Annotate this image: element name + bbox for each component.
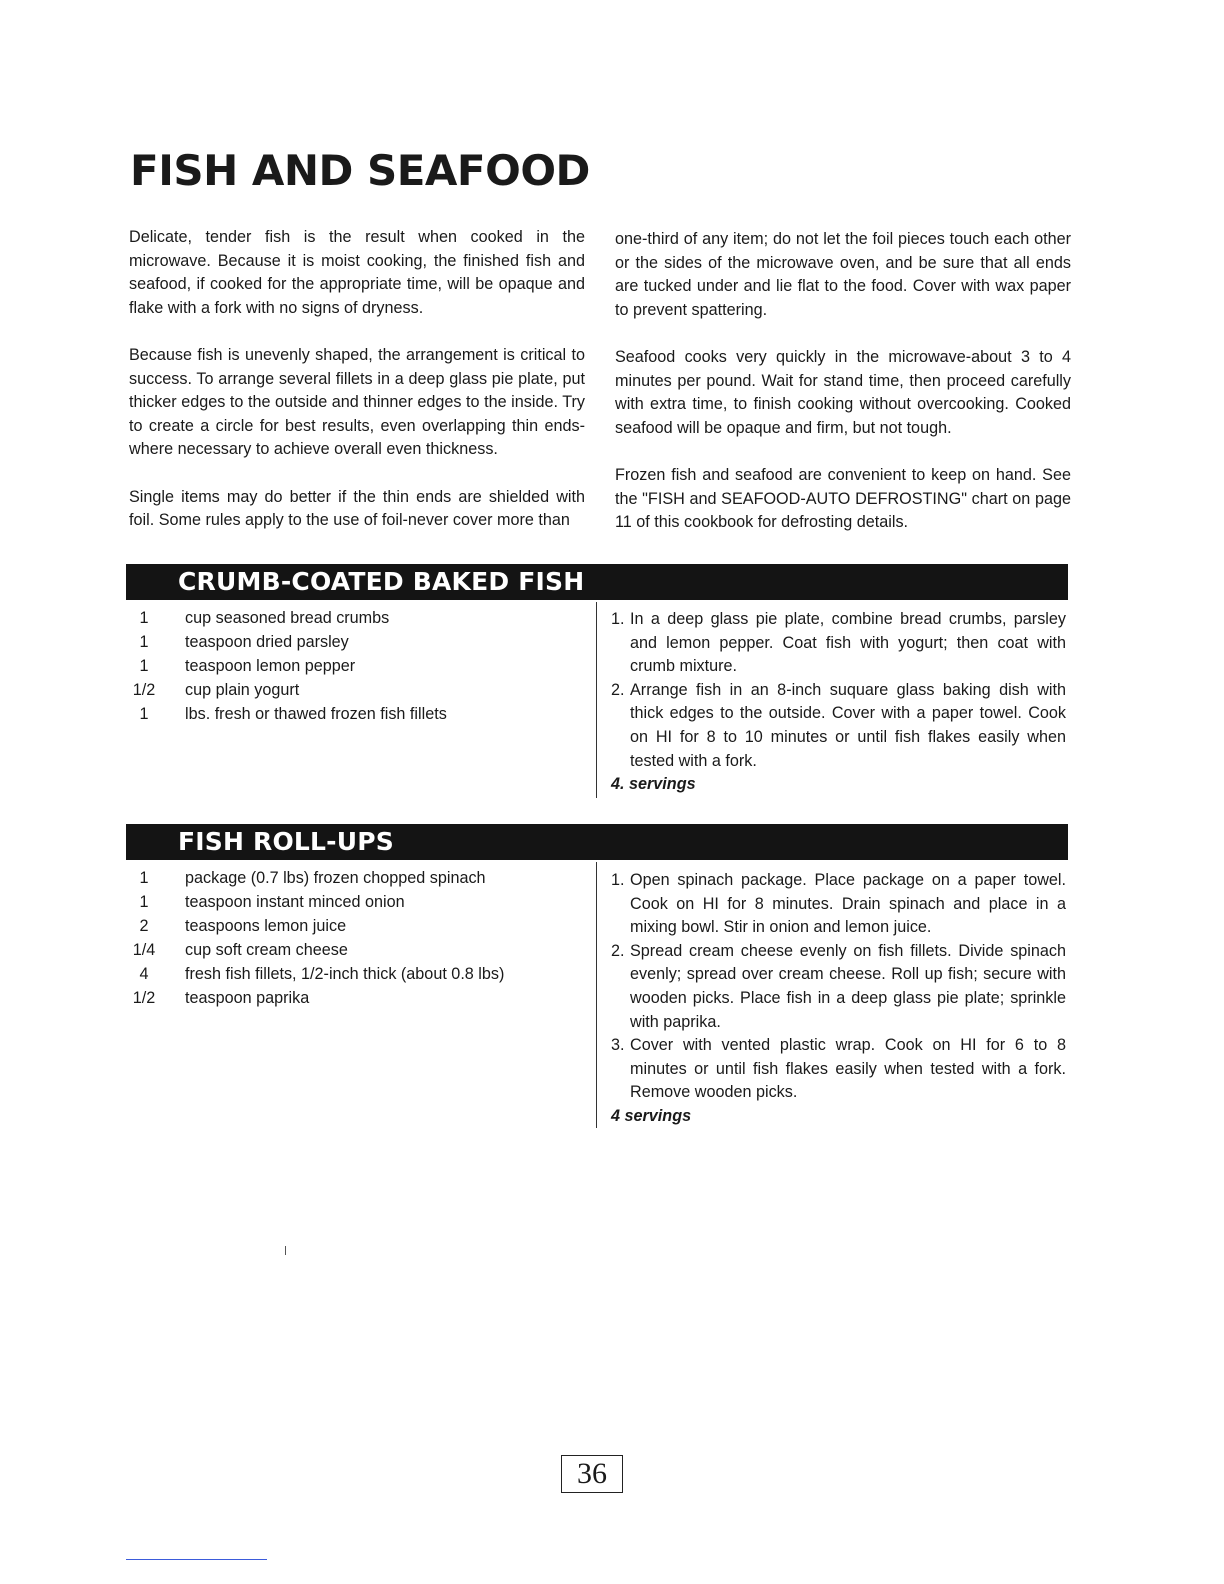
ingredient-quantity: 2 (139, 917, 149, 935)
scan-mark (285, 1246, 286, 1255)
ingredient-item (126, 654, 576, 678)
directions (611, 869, 1066, 1129)
ingredient-item (126, 986, 576, 1010)
ingredient-list (126, 606, 576, 726)
ingredient-text: teaspoon dried parsley (185, 633, 349, 651)
ingredient-quantity: 1 (139, 705, 149, 723)
ingredient-text: fresh fish fillets, 1/2-inch thick (about 0.8 lbs) (185, 965, 505, 983)
step-text: Open spinach package. Place package on a paper towel. Cook on HI for 8 minutes. Drain spinach and place in a mixing bowl. Stir in onion and lemon juice. (630, 871, 1066, 937)
ingredient-quantity: 1 (139, 609, 149, 627)
recipe-title: CRUMB-COATED BAKED FISH (178, 567, 585, 596)
ingredient-quantity: 4 (139, 965, 149, 983)
step-number: 2. (611, 680, 625, 699)
step-number: 1. (611, 871, 625, 889)
ingredient-item (126, 938, 576, 962)
recipe-title: FISH ROLL-UPS (178, 827, 394, 856)
ingredient-quantity: 1 (139, 657, 149, 675)
intro-paragraph: one-third of any item; do not let the foil pieces touch each other or the sides of the microwave oven, and be sure that all ends are tucked under and lie flat to the food. Cover with wax paper to prevent spattering. (615, 230, 1071, 319)
step-text: In a deep glass pie plate, combine bread crumbs, parsley and lemon pepper. Coat fish with yogurt; then coat with crumb mixture. (630, 610, 1066, 676)
recipe-header-bar (126, 824, 1068, 860)
step-text: Cover with vented plastic wrap. Cook on HI for 6 to 8 minutes or until fish flakes easily when tested with a fork. Remove wooden picks. (630, 1036, 1066, 1102)
ingredient-quantity: 1/4 (132, 941, 156, 959)
step-text: Spread cream cheese evenly on fish fillets. Divide spinach evenly; spread over cream cheese. Roll up fish; secure with wooden picks. Place fish in a deep glass pie plate; sprinkle with paprika. (630, 941, 1066, 1031)
intro-paragraph: Seafood cooks very quickly in the microwave-about 3 to 4 minutes per pound. Wait for stand time, then proceed carefully with extra time, to finish cooking without overcooking. Cooked seafood will be opaque and firm, but not tough. (615, 347, 1071, 437)
ingredient-text: lbs. fresh or thawed frozen fish fillets (185, 705, 447, 723)
recipe-header-bar (126, 564, 1068, 600)
direction-step (611, 679, 1066, 773)
ingredient-item (126, 678, 576, 702)
ingredient-text: teaspoons lemon juice (185, 917, 347, 935)
ingredient-item (126, 702, 576, 726)
ingredient-item (126, 606, 576, 630)
direction-step (611, 1034, 1066, 1105)
column-divider (596, 862, 597, 1128)
ingredient-quantity: 1/2 (132, 681, 156, 699)
servings: 4. servings (611, 775, 696, 794)
ingredient-item (126, 630, 576, 654)
directions (611, 608, 1066, 797)
ingredient-text: teaspoon paprika (185, 989, 310, 1007)
ingredient-text: cup seasoned bread crumbs (185, 609, 390, 627)
ingredient-item (126, 890, 576, 914)
direction-step (611, 940, 1066, 1034)
ingredient-quantity: 1 (139, 893, 149, 911)
step-text: Arrange fish in an 8-inch suquare glass baking dish with thick edges to the outside. Cover with a paper towel. Cook on HI for 8 to 10 minutes or until fish flakes easily when tested with a fork. (630, 680, 1066, 770)
ingredient-list (126, 866, 576, 1010)
ingredient-item (126, 962, 576, 986)
ingredient-text: package (0.7 lbs) frozen chopped spinach (185, 869, 486, 887)
column-divider (596, 602, 597, 798)
intro-paragraph: Because fish is unevenly shaped, the arrangement is critical to success. To arrange several fillets in a deep glass pie plate, put thicker edges to the outside and thinner edges to the inside. Try to create a circle for best results, even overlapping thin ends-where necessary to achieve overall even thickness. (129, 345, 585, 459)
footer-rule (126, 1559, 267, 1560)
ingredient-item (126, 914, 576, 938)
ingredient-text: cup soft cream cheese (185, 941, 348, 959)
ingredient-text: teaspoon instant minced onion (185, 893, 405, 911)
ingredient-text: teaspoon lemon pepper (185, 657, 356, 675)
step-number: 1. (611, 610, 625, 628)
intro-paragraph: Single items may do better if the thin ends are shielded with foil. Some rules apply to the use of foil-never cover more than (129, 487, 585, 530)
page-number: 36 (561, 1455, 623, 1493)
ingredient-quantity: 1 (139, 869, 149, 887)
intro-left-column (129, 226, 585, 556)
ingredient-quantity: 1/2 (132, 989, 156, 1007)
intro-right-column (615, 228, 1071, 558)
page-title: FISH AND SEAFOOD (130, 146, 590, 195)
ingredient-quantity: 1 (139, 633, 149, 651)
direction-step (611, 608, 1066, 679)
intro-paragraph: Delicate, tender fish is the result when cooked in the microwave. Because it is moist cooking, the finished fish and seafood, if cooked for the appropriate time, will be opaque and flake with a fork with no signs of dryness. (129, 228, 585, 317)
ingredient-item (126, 866, 576, 890)
intro-paragraph: Frozen fish and seafood are convenient to keep on hand. See the "FISH and SEAFOOD-AUTO DEFROSTING" chart on page 11 of this cookbook for defrosting details. (615, 465, 1071, 532)
ingredient-text: cup plain yogurt (185, 681, 300, 699)
step-number: 2. (611, 941, 625, 960)
step-number: 3. (611, 1036, 625, 1055)
servings: 4 servings (611, 1106, 692, 1125)
direction-step (611, 869, 1066, 940)
